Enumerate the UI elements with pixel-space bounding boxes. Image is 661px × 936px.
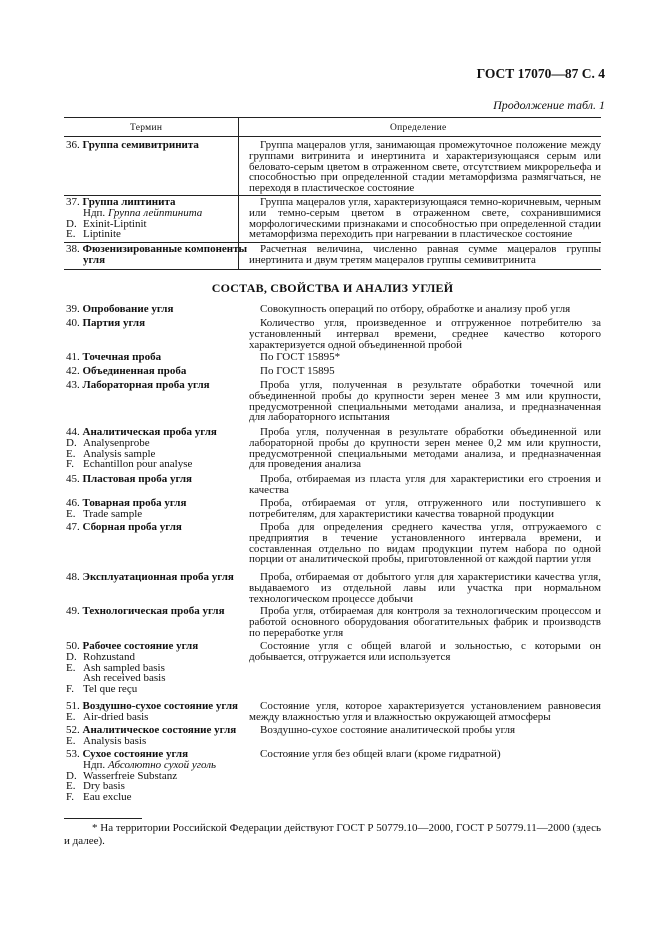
term-column xyxy=(66,749,242,803)
foreign-equivalent: Rohzustand xyxy=(83,650,135,663)
term-definition: Состояние угля без общей влаги (кроме гидратной) xyxy=(260,748,501,760)
term-name: Сборная проба угля xyxy=(82,521,182,533)
term-column xyxy=(66,474,242,485)
term-name: Воздушно-сухое состояние угля xyxy=(82,700,238,712)
deprecated-prefix: Ндп. xyxy=(83,758,106,771)
term-definition: Проба, отбираемая от угля, отгруженного или поступившего к потребителям, для характеристики качества товарной продукции xyxy=(249,497,601,520)
section-title: СОСТАВ, СВОЙСТВА И АНАЛИЗ УГЛЕЙ xyxy=(211,281,454,295)
term-column xyxy=(66,641,242,695)
term-definition: По ГОСТ 15895* xyxy=(260,351,341,363)
foreign-equivalent: Analysenprobe xyxy=(83,436,150,449)
foreign-equivalent: Ash received basis xyxy=(83,672,166,685)
table-column-divider xyxy=(238,240,239,269)
foreign-equivalent: Tel que reçu xyxy=(83,683,138,696)
term-line xyxy=(66,459,242,470)
table-column-divider xyxy=(238,136,239,195)
term-definition: Группа мацералов угля, занимающая промежуточное положение между группами витринита и инертинита и характеризующаяся серым или беловато-серым цветом в отраженном свете, отсутствием микрорельефа и способностью при определенной стадии метаморфизма размягчаться, не переходя в пластическое состояние xyxy=(249,139,601,195)
foreign-equivalent: Analysis basis xyxy=(83,734,147,747)
deprecated-term: Абсолютно сухой уголь xyxy=(107,758,217,771)
language-code: E. xyxy=(66,507,76,520)
term-number: 45. xyxy=(66,473,80,485)
language-code: E. xyxy=(66,447,76,460)
table-header-rule xyxy=(64,136,601,137)
table-caption: Продолжение табл. 1 xyxy=(493,98,605,112)
term-name: Эксплуатационная проба угля xyxy=(82,571,234,583)
term-number: 36. xyxy=(66,139,80,151)
term-column xyxy=(66,366,242,377)
column-header-definition: Определение xyxy=(390,123,447,133)
term-definition: Состояние угля с общей влагой и зольностью, с которыми он добывается, отгружается или используется xyxy=(249,640,601,663)
deprecated-prefix: Ндп. xyxy=(83,206,106,219)
term-line xyxy=(66,255,242,266)
table-row-rule xyxy=(64,269,601,270)
term-name: Партия угля xyxy=(82,317,146,329)
term-name: Рабочее состояние угля xyxy=(82,640,199,652)
term-column xyxy=(66,498,242,520)
foreign-equivalent: Echantillon pour analyse xyxy=(83,458,193,471)
term-column xyxy=(66,572,242,583)
term-line xyxy=(66,792,242,803)
term-column xyxy=(66,380,242,391)
term-column xyxy=(66,140,242,151)
term-number: 38. xyxy=(66,243,80,255)
term-name: Технологическая проба угля xyxy=(82,605,225,617)
term-column xyxy=(66,427,242,470)
table-column-divider xyxy=(238,193,239,242)
term-definition: Проба угля, отбираемая для контроля за технологическим процессом и работой основного оборудования обогатительных фабрик и производств по переработке угля xyxy=(249,605,601,639)
language-code: F. xyxy=(66,791,74,804)
foreign-equivalent: Trade sample xyxy=(83,507,143,520)
term-line xyxy=(66,606,242,617)
term-name: Фюзенизированные компоненты xyxy=(82,243,248,255)
language-code: E. xyxy=(66,710,76,723)
term-name: Лабораторная проба угля xyxy=(82,379,210,391)
table-top-rule xyxy=(64,117,601,118)
language-code: F. xyxy=(66,458,74,471)
language-code: D. xyxy=(66,769,77,782)
term-line xyxy=(66,304,242,315)
term-number: 51. xyxy=(66,700,80,712)
term-name: Аналитическое состояние угля xyxy=(82,724,237,736)
foreign-equivalent: Analysis sample xyxy=(83,447,156,460)
term-name: Сухое состояние угля xyxy=(82,748,189,760)
language-code: E. xyxy=(66,661,76,674)
term-name: Точечная проба xyxy=(82,351,162,363)
term-definition: Количество угля, произведенное и отгруженное потребителю за установленный интервал времени, среднее качество которого характеризуется одной объединенной пробой xyxy=(249,317,601,351)
foreign-equivalent: Dry basis xyxy=(83,780,125,793)
term-number: 39. xyxy=(66,303,80,315)
term-number: 46. xyxy=(66,497,80,509)
language-code: E. xyxy=(66,228,76,241)
term-number: 40. xyxy=(66,317,80,329)
foreign-equivalent: Wasserfreie Substanz xyxy=(83,769,178,782)
term-line xyxy=(66,229,242,240)
foreign-equivalent: Eau exclue xyxy=(83,791,132,804)
foreign-equivalent: Air-dried basis xyxy=(83,710,149,723)
footnote-rule xyxy=(64,818,142,819)
term-number: 42. xyxy=(66,365,80,377)
term-line xyxy=(66,318,242,329)
term-column xyxy=(66,352,242,363)
term-line xyxy=(66,140,242,151)
language-code: D. xyxy=(66,436,77,449)
term-number: 47. xyxy=(66,521,80,533)
deprecated-term: Группа лейптинита xyxy=(107,206,203,219)
term-line xyxy=(66,684,242,695)
language-code: D. xyxy=(66,650,77,663)
language-code: D. xyxy=(66,217,77,230)
term-name: Группа липтинита xyxy=(82,196,176,208)
term-definition: Совокупность операций по отбору, обработке и анализу проб угля xyxy=(260,303,571,315)
term-name: Аналитическая проба угля xyxy=(82,426,217,438)
term-number: 37. xyxy=(66,196,80,208)
language-code: E. xyxy=(66,780,76,793)
term-name: Товарная проба угля xyxy=(82,497,187,509)
term-definition: Проба угля, полученная в результате обработки точечной или объединенной пробы до крупности зерен менее 3 мм или крупности, предусмотренной специальными методами анализа, и предназначенная для лабораторного испытания xyxy=(249,379,601,424)
term-line xyxy=(66,736,242,747)
term-line xyxy=(66,572,242,583)
term-line xyxy=(66,380,242,391)
term-number: 50. xyxy=(66,640,80,652)
term-column xyxy=(66,522,242,533)
term-line xyxy=(66,712,242,723)
term-line xyxy=(66,352,242,363)
term-definition: Проба, отбираемая из пласта угля для характеристики его строения и качества xyxy=(249,473,601,496)
term-column xyxy=(66,318,242,329)
term-definition: Расчетная величина, численно равная сумме мацералов группы инертинита и двум третям мацералов группы семивитринита xyxy=(249,243,601,266)
term-line xyxy=(66,509,242,520)
term-number: 49. xyxy=(66,605,80,617)
term-definition: Проба угля, полученная в результате обработки объединенной или лабораторной пробы до крупности зерен менее 0,2 мм или крупности, предусмотренной специальными методами анализа, и предназначенная для проведения анализа xyxy=(249,426,601,471)
term-definition: Проба, отбираемая от добытого угля для характеристики качества угля, выдаваемого из отдельной лавы или участка при нормальном технологическом процессе добычи xyxy=(249,571,601,605)
term-number: 44. xyxy=(66,426,80,438)
term-number: 48. xyxy=(66,571,80,583)
foreign-equivalent: Exinit-Liptinit xyxy=(83,217,147,230)
table-column-divider xyxy=(238,117,239,136)
term-line xyxy=(66,366,242,377)
term-column xyxy=(66,701,242,723)
term-number: 53. xyxy=(66,748,80,760)
term-line xyxy=(66,522,242,533)
term-column xyxy=(66,725,242,747)
term-number: 43. xyxy=(66,379,80,391)
term-column xyxy=(66,606,242,617)
term-name: Объединенная проба xyxy=(82,365,187,377)
term-name: Группа семивитринита xyxy=(82,139,199,151)
term-definition: Проба для определения среднего качества угля, отгружаемого с предприятия в течение установленного интервала времени, и составленная отдельно по видам продукции путем набора по одной порции от аналитической пробы, приготовленной от каждой партии угля xyxy=(249,521,601,566)
term-definition: Состояние угля, которое характеризуется установлением равновесия между влажностью угля и влажностью окружающей атмосферы xyxy=(249,700,601,723)
page-header: ГОСТ 17070—87 С. 4 xyxy=(476,66,605,81)
foreign-equivalent: Ash sampled basis xyxy=(83,661,165,674)
term-number: 52. xyxy=(66,724,80,736)
term-definition: Воздушно-сухое состояние аналитической пробы угля xyxy=(260,724,516,736)
term-number: 41. xyxy=(66,351,80,363)
term-definition: Группа мацералов угля, характеризующаяся темно-коричневым, черным или темно-серым цветом в отраженном свете, сохранившимися морфологическими признаками и способностью при определенной стадии метаморфизма переходить при нагревании в пластическое состояние xyxy=(249,196,601,241)
term-line xyxy=(66,474,242,485)
footnote: * На территории Российской Федерации действуют ГОСТ Р 50779.10—2000, ГОСТ Р 50779.11—2000 (здесь и далее). xyxy=(64,822,601,847)
term-column xyxy=(66,243,248,266)
term-name: Пластовая проба угля xyxy=(82,473,193,485)
foreign-equivalent: Liptinite xyxy=(83,228,121,241)
term-definition: По ГОСТ 15895 xyxy=(260,365,335,377)
language-code: F. xyxy=(66,683,74,696)
language-code: E. xyxy=(66,734,76,747)
term-column xyxy=(66,304,242,315)
column-header-term: Термин xyxy=(130,123,163,133)
term-name-continued: угля xyxy=(83,253,106,266)
term-column xyxy=(66,197,242,240)
term-name: Опробование угля xyxy=(82,303,174,315)
